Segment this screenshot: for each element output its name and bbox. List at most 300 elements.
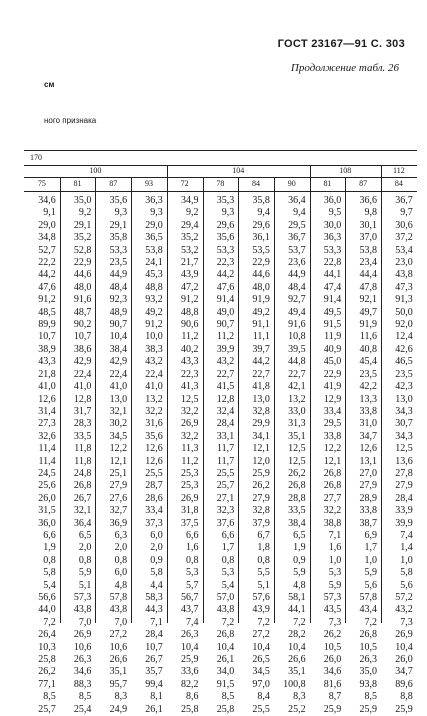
table-cell: 37,6 [216,517,235,529]
table-cell: 34,3 [395,430,413,442]
table-cell: 11,4 [38,443,56,455]
table-cell: 43,2 [145,356,163,368]
table-cell: 35,1 [288,430,306,442]
table-cell: 35,6 [109,195,128,206]
table-cell: 4,4 [150,579,163,591]
table-cell: 7,1 [150,616,163,628]
table-cell: 52,8 [73,244,92,256]
table-cell: 6,9 [364,529,377,541]
table-cell: 10,6 [73,641,92,653]
table-cell: 5,3 [328,567,342,579]
table-cell: 29,6 [216,219,235,231]
page-header: ГОСТ 23167—91 С. 303 [277,38,405,50]
table-cell: 13,2 [288,393,306,405]
table-cell: 33,5 [288,505,306,517]
table-cell: 25,5 [216,467,235,479]
table-cell: 12,5 [288,455,306,467]
table-cell: 45,3 [145,269,163,281]
table-cell: 12,1 [323,455,342,467]
table-cell: 8,1 [150,691,163,703]
table-column [60,195,92,716]
table-cell: 36,7 [395,195,413,206]
table-cell: 26,4 [38,629,56,641]
table-cell: 35,2 [180,232,199,244]
table-cell: 5,9 [78,567,92,579]
table-cell: 12,0 [252,455,270,467]
table-cell: 34,6 [73,666,92,678]
table-cell: 40,9 [323,343,342,355]
table-cell: 53,7 [288,244,306,256]
group-header: 108 [339,166,352,175]
table-cell: 92,1 [359,294,377,306]
table-cell: 6,6 [221,529,235,541]
table-cell: 0,8 [221,554,235,566]
table-cell: 21,7 [180,257,199,269]
table-cell: 26,2 [323,629,342,641]
table-cell: 43,3 [180,356,199,368]
table-cell: 43,2 [216,356,235,368]
table-cell: 5,3 [185,567,199,579]
table-cell: 36,9 [109,517,128,529]
table-cell: 1,9 [293,542,306,554]
table-cell: 25,7 [216,480,235,492]
table-cell: 30,6 [395,219,413,231]
table-cell: 11,9 [324,331,342,343]
table-cell: 53,8 [359,244,377,256]
table-cell: 37,3 [145,517,163,529]
table-cell: 12,8 [216,393,235,405]
table-cell: 11,6 [359,331,377,343]
table-cell: 31,8 [180,505,199,517]
table-cell: 41,0 [109,381,128,393]
table-cell: 35,1 [288,666,306,678]
table-cell: 34,0 [216,666,235,678]
table-cell: 22,7 [216,368,235,380]
column-header: 72 [180,179,189,188]
table-cell: 32,8 [252,505,270,517]
table-cell: 90,6 [180,319,199,331]
table-cell: 1,0 [328,554,342,566]
table-cell: 29,0 [38,219,56,231]
table-cell: 27,9 [395,480,413,492]
table-cell: 26,3 [73,654,92,666]
column-header: 84 [394,179,403,188]
table-cell: 25,8 [180,703,199,715]
table-cell: 100,8 [283,678,306,690]
table-cell: 44,0 [38,604,56,616]
table-cell: 36,0 [323,195,342,206]
table-cell: 31,5 [38,505,56,517]
continuation-label: Продолжение табл. 26 [290,62,399,74]
table-cell: 25,3 [180,480,199,492]
table-cell: 26,7 [73,492,92,504]
table-cell: 34,3 [395,405,413,417]
table-cell: 29,0 [145,219,163,231]
table-cell: 34,5 [252,666,270,678]
table-cell: 9,1 [43,207,56,219]
table-cell: 10,7 [145,641,163,653]
table-cell: 91,2 [145,319,163,331]
table-cell: 44,9 [288,269,306,281]
table-cell: 43,9 [180,269,199,281]
table-cell: 44,1 [288,604,306,616]
table-cell: 91,2 [180,294,199,306]
table-cell: 0,8 [78,554,92,566]
table-cell: 46,5 [395,356,413,368]
table-cell: 10,4 [395,641,413,653]
table-cell: 24,5 [38,467,56,479]
table-cell: 27,2 [252,629,270,641]
table-cell: 12,5 [395,443,413,455]
table-cell: 10,4 [216,641,235,653]
table-cell: 47,8 [359,281,377,293]
table-cell: 49,0 [216,306,235,318]
table-cell: 57,8 [109,592,128,603]
table-cell: 6,0 [114,567,128,579]
table-cell: 50,0 [395,306,413,318]
table-cell: 11,4 [38,455,56,467]
table-cell: 33,1 [216,430,235,442]
table-cell: 25,2 [288,703,306,715]
column-header: 93 [144,179,153,188]
table-cell: 88,3 [73,678,92,690]
table-cell: 43,8 [109,604,128,616]
top-group-label: 170 [30,153,42,162]
table-cell: 1,7 [364,542,377,554]
table-cell: 2,0 [150,542,163,554]
table-cell: 43,5 [323,604,342,616]
table-cell: 21,8 [38,368,56,380]
table-cell: 97,0 [252,678,270,690]
table-cell: 9,4 [257,207,270,219]
table-cell: 7,1 [328,529,342,541]
table-column [95,195,127,716]
table-cell: 10,7 [73,331,92,343]
table-cell: 7,2 [364,616,377,628]
table-cell: 13,6 [395,455,413,467]
table-cell: 33,8 [323,430,342,442]
table-cell: 34,1 [252,430,270,442]
table-cell: 48,4 [109,281,128,293]
table-cell: 33,8 [359,405,377,417]
table-cell: 27,9 [359,480,377,492]
table-cell: 38,9 [38,343,56,355]
table-cell: 9,2 [78,207,92,219]
table-cell: 26,8 [216,629,235,641]
table-cell: 13,0 [395,393,413,405]
table-cell: 22,3 [216,257,235,269]
table-cell: 13,3 [359,393,377,405]
table-cell: 30,1 [359,219,377,231]
table-cell: 48,7 [73,306,92,318]
table-cell: 41,9 [323,381,342,393]
table-cell: 9,7 [400,207,413,219]
table-cell: 36,1 [252,232,270,244]
table-column [274,195,306,716]
table-cell: 48,9 [109,306,128,318]
table-cell: 48,0 [252,281,270,293]
table-cell: 5,6 [364,579,377,591]
table-cell: 91,1 [252,319,270,331]
table-cell: 33,0 [288,405,306,417]
table-cell: 12,6 [145,443,163,455]
table-cell: 9,3 [150,207,163,219]
table-column [203,195,235,716]
table-cell: 25,8 [38,654,56,666]
table-cell: 23,0 [395,257,413,269]
column-header: 75 [37,179,46,188]
table-cell: 53,3 [216,244,235,256]
table-cell: 7,3 [400,616,413,628]
table-cell: 57,3 [323,592,342,603]
table-column [345,195,377,716]
table-cell: 32,2 [323,505,342,517]
table-cell: 49,7 [359,306,377,318]
table-cell: 22,3 [180,368,199,380]
table-cell: 43,9 [252,604,270,616]
table-cell: 41,5 [216,381,235,393]
table-cell: 13,1 [359,455,377,467]
table-cell: 10,4 [252,641,270,653]
table-cell: 12,2 [109,443,128,455]
table-cell: 27,6 [109,492,128,504]
table-cell: 22,9 [73,257,92,269]
table-cell: 5,8 [400,567,413,579]
table-cell: 41,0 [145,381,163,393]
table-cell: 30,7 [395,418,413,430]
table-cell: 11,8 [74,443,92,455]
table-cell: 25,5 [145,467,163,479]
table-cell: 56,6 [38,592,56,603]
table-cell: 49,4 [288,306,306,318]
table-cell: 11,7 [217,443,235,455]
table-cell: 6,0 [150,529,163,541]
table-cell: 35,6 [216,232,235,244]
table-cell: 12,8 [73,393,92,405]
table-cell: 41,8 [252,381,270,393]
table-cell: 42,3 [395,381,413,393]
table-cell: 0,8 [257,554,270,566]
table-cell: 36,5 [145,232,163,244]
table-cell: 26,1 [145,703,163,715]
table-cell: 35,7 [145,666,163,678]
table-cell: 58,3 [145,592,163,603]
table-cell: 23,4 [359,257,377,269]
table-cell: 32,1 [109,405,128,417]
table-cell: 35,8 [109,232,128,244]
table-cell: 32,1 [73,505,92,517]
table-cell: 5,9 [364,567,377,579]
table-cell: 5,9 [293,567,306,579]
table-cell: 36,3 [145,195,163,206]
table-cell: 10,6 [109,641,128,653]
table-cell: 25,6 [38,480,56,492]
table-cell: 57,8 [359,592,377,603]
table-cell: 39,9 [216,343,235,355]
table-cell: 34,7 [395,666,413,678]
table-cell: 32,4 [216,405,235,417]
table-cell: 58,1 [288,592,306,603]
table-cell: 8,3 [114,691,128,703]
table-cell: 44,2 [38,269,56,281]
table-cell: 26,8 [323,467,342,479]
table-cell: 5,8 [43,567,56,579]
column-header: 84 [252,179,261,188]
table-cell: 45,4 [359,356,377,368]
table-cell: 44,2 [216,269,235,281]
table-cell: 93,2 [145,294,163,306]
table-cell: 25,9 [323,703,342,715]
table-cell: 91,5 [216,678,235,690]
table-cell: 92,7 [288,294,306,306]
table-cell: 99,4 [145,678,163,690]
table-cell: 36,7 [288,232,306,244]
table-cell: 95,7 [109,678,128,690]
table-cell: 93,8 [359,678,377,690]
table-cell: 42,9 [109,356,128,368]
table-cell: 9,3 [221,207,235,219]
table-cell: 10,3 [38,641,56,653]
table-cell: 47,4 [323,281,342,293]
table-cell: 25,9 [180,654,199,666]
table-cell: 10,0 [145,331,163,343]
table-cell: 22,2 [38,257,56,269]
table-cell: 0,8 [43,554,56,566]
table-cell: 31,4 [38,405,56,417]
table-cell: 48,5 [38,306,56,318]
column-header: 87 [359,179,368,188]
table-cell: 91,6 [73,294,92,306]
table-cell: 0,8 [114,554,128,566]
table-cell: 42,1 [288,381,306,393]
table-cell: 49,2 [252,306,270,318]
table-cell: 8,5 [78,691,92,703]
table-cell: 91,9 [252,294,270,306]
table-cell: 38,8 [323,517,342,529]
table-column [131,195,163,716]
table-cell: 28,4 [216,418,235,430]
table-cell: 35,8 [252,195,270,206]
table-cell: 26,3 [180,629,199,641]
table-cell: 26,0 [323,654,342,666]
table-cell: 11,2 [181,331,199,343]
table-cell: 0,9 [150,554,163,566]
table-cell: 7,0 [78,616,92,628]
table-cell: 28,4 [395,492,413,504]
table-cell: 8,5 [364,691,377,703]
table-cell: 6,6 [185,529,199,541]
table-cell: 10,5 [323,641,342,653]
table-cell: 43,4 [359,604,377,616]
table-cell: 22,4 [145,368,163,380]
table-cell: 36,4 [288,195,306,206]
table-cell: 9,8 [364,207,377,219]
table-cell: 28,4 [145,629,163,641]
table-cell: 24,9 [109,703,128,715]
table-cell: 5,8 [150,567,163,579]
table-cell: 26,2 [38,666,56,678]
table-cell: 13,0 [109,393,128,405]
table-cell: 22,4 [73,368,92,380]
table-cell: 36,3 [323,232,342,244]
table-cell: 12,9 [323,393,342,405]
table-cell: 25,7 [38,703,56,715]
table-cell: 5,4 [43,579,56,591]
table-cell: 30,2 [109,418,128,430]
table-cell: 26,2 [288,467,306,479]
table-cell: 29,5 [323,418,342,430]
table-cell: 11,2 [181,455,199,467]
table-cell: 1,9 [43,542,56,554]
table-cell: 29,4 [180,219,199,231]
table-cell: 57,2 [395,592,413,603]
table-cell: 5,3 [221,567,235,579]
unit-label: см [44,80,55,89]
table-cell: 30,0 [323,219,342,231]
table-cell: 31,3 [288,418,306,430]
table-cell: 35,1 [109,666,128,678]
table-cell: 35,0 [359,666,377,678]
table-cell: 10,4 [109,331,128,343]
group-header: 112 [392,166,405,175]
table-cell: 2,0 [78,542,92,554]
table-cell: 43,8 [216,604,235,616]
table-cell: 26,6 [109,654,128,666]
table-column [310,195,342,716]
table-cell: 26,2 [252,480,270,492]
table-cell: 92,3 [109,294,128,306]
table-cell: 0,9 [293,554,306,566]
table-cell: 32,8 [252,405,270,417]
table-cell: 34,7 [359,430,377,442]
table-cell: 5,1 [78,579,92,591]
table-cell: 4,8 [293,579,306,591]
table-cell: 36,4 [73,517,92,529]
table-cell: 34,8 [38,232,56,244]
table-cell: 27,3 [38,418,56,430]
table-cell: 89,6 [395,678,413,690]
table-cell: 45,0 [323,356,342,368]
feature-label: ного признака [44,116,97,125]
table-cell: 26,5 [252,654,270,666]
table-cell: 25,9 [359,703,377,715]
table-cell: 35,6 [145,430,163,442]
table-cell: 26,9 [395,629,413,641]
table-cell: 1,4 [400,542,413,554]
table-cell: 1,6 [185,542,199,554]
table-cell: 11,2 [217,331,235,343]
table-cell: 31,7 [73,405,92,417]
table-cell: 25,5 [252,703,270,715]
table-cell: 35,3 [216,195,235,206]
table-cell: 9,5 [328,207,342,219]
column-header: 81 [323,179,332,188]
table-cell: 53,5 [252,244,270,256]
table-cell: 38,4 [109,343,128,355]
table-cell: 90,7 [216,319,235,331]
table-cell: 24,8 [73,467,92,479]
group-header: 100 [89,166,102,175]
table-cell: 26,8 [323,480,342,492]
table-cell: 9,2 [185,207,199,219]
table-cell: 57,0 [216,592,235,603]
table-cell: 82,2 [180,678,199,690]
table-cell: 23,5 [359,368,377,380]
table-cell: 2,0 [114,542,128,554]
table-cell: 8,4 [257,691,270,703]
table-cell: 38,3 [145,343,163,355]
table-cell: 26,0 [395,654,413,666]
